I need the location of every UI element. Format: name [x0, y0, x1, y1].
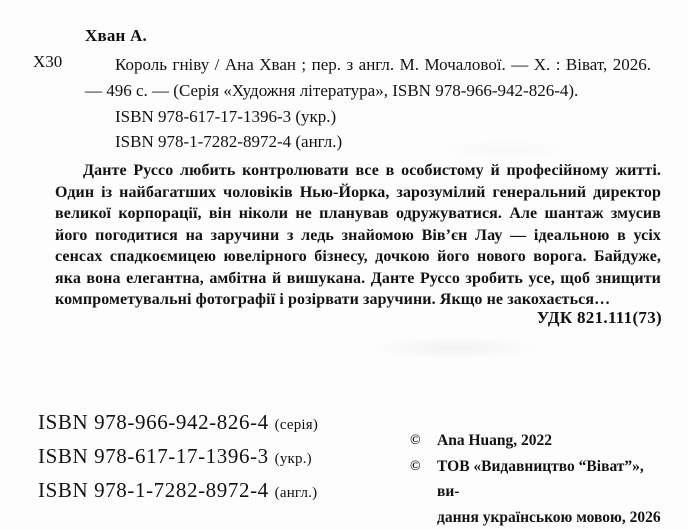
- isbn-english-line: [38, 475, 318, 509]
- catalog-entry: Король гніву / Ана Хван ; пер. з англ. М. Мочалової. — Х. : Віват, 2026. — 496 с. — (Серія «Художня література», ISBN 978-966-942-826-4).: [85, 52, 651, 104]
- isbn-qualifier: (серія): [275, 417, 318, 433]
- copyright-publisher-text: [437, 454, 668, 530]
- copyright-block: [410, 428, 668, 530]
- isbn-series-line: [38, 407, 318, 441]
- isbn-qualifier: (укр.): [275, 451, 312, 467]
- isbn-number: ISBN 978-617-17-1396-3: [38, 444, 269, 468]
- copyright-author-row: [410, 428, 668, 454]
- catalog-index-code: Х30: [33, 52, 62, 72]
- copyright-publisher-line2: дання українською мовою, 2026: [437, 509, 661, 526]
- isbn-line-english: ISBN 978-1-7282-8972-4 (англ.): [115, 129, 342, 154]
- isbn-top-block: [115, 104, 342, 154]
- isbn-line-ukrainian: ISBN 978-617-17-1396-3 (укр.): [115, 104, 342, 129]
- book-annotation: Данте Руссо любить контролювати все в особистому й професійному житті. Один із найбагатших чоловіків Нью-Йорка, зарозумілий генеральний директор великої корпорації, він ніколи не планував одружуватися. Але шантаж змусив його погодитися на заручини з ледь знайомою Вів’єн Лау — ідеальною в усіх сенсах спадкоємицею ювелірного бізнесу, дочкою його нового ворога. Байдуже, яка вона елегантна, амбітна й вишукана. Данте Руссо зробить усе, щоб знищити компрометувальні фотографії і розірвати заручини. Якщо не закохається…: [55, 160, 661, 311]
- copyright-icon: ©: [410, 454, 437, 530]
- isbn-number: ISBN 978-966-942-826-4: [38, 410, 269, 434]
- copyright-icon: ©: [410, 428, 437, 454]
- udc-code: УДК 821.111(73): [537, 308, 662, 328]
- isbn-ukrainian-line: [38, 441, 318, 475]
- isbn-bottom-block: [38, 407, 318, 509]
- copyright-author-text: Ana Huang, 2022: [437, 428, 668, 454]
- copyright-publisher-row: [410, 454, 668, 530]
- isbn-qualifier: (англ.): [275, 485, 318, 501]
- isbn-number: ISBN 978-1-7282-8972-4: [38, 478, 269, 502]
- copyright-publisher-line1: ТОВ «Видавництво “Віват”», ви-: [437, 458, 644, 501]
- author-heading: Хван А.: [85, 26, 147, 46]
